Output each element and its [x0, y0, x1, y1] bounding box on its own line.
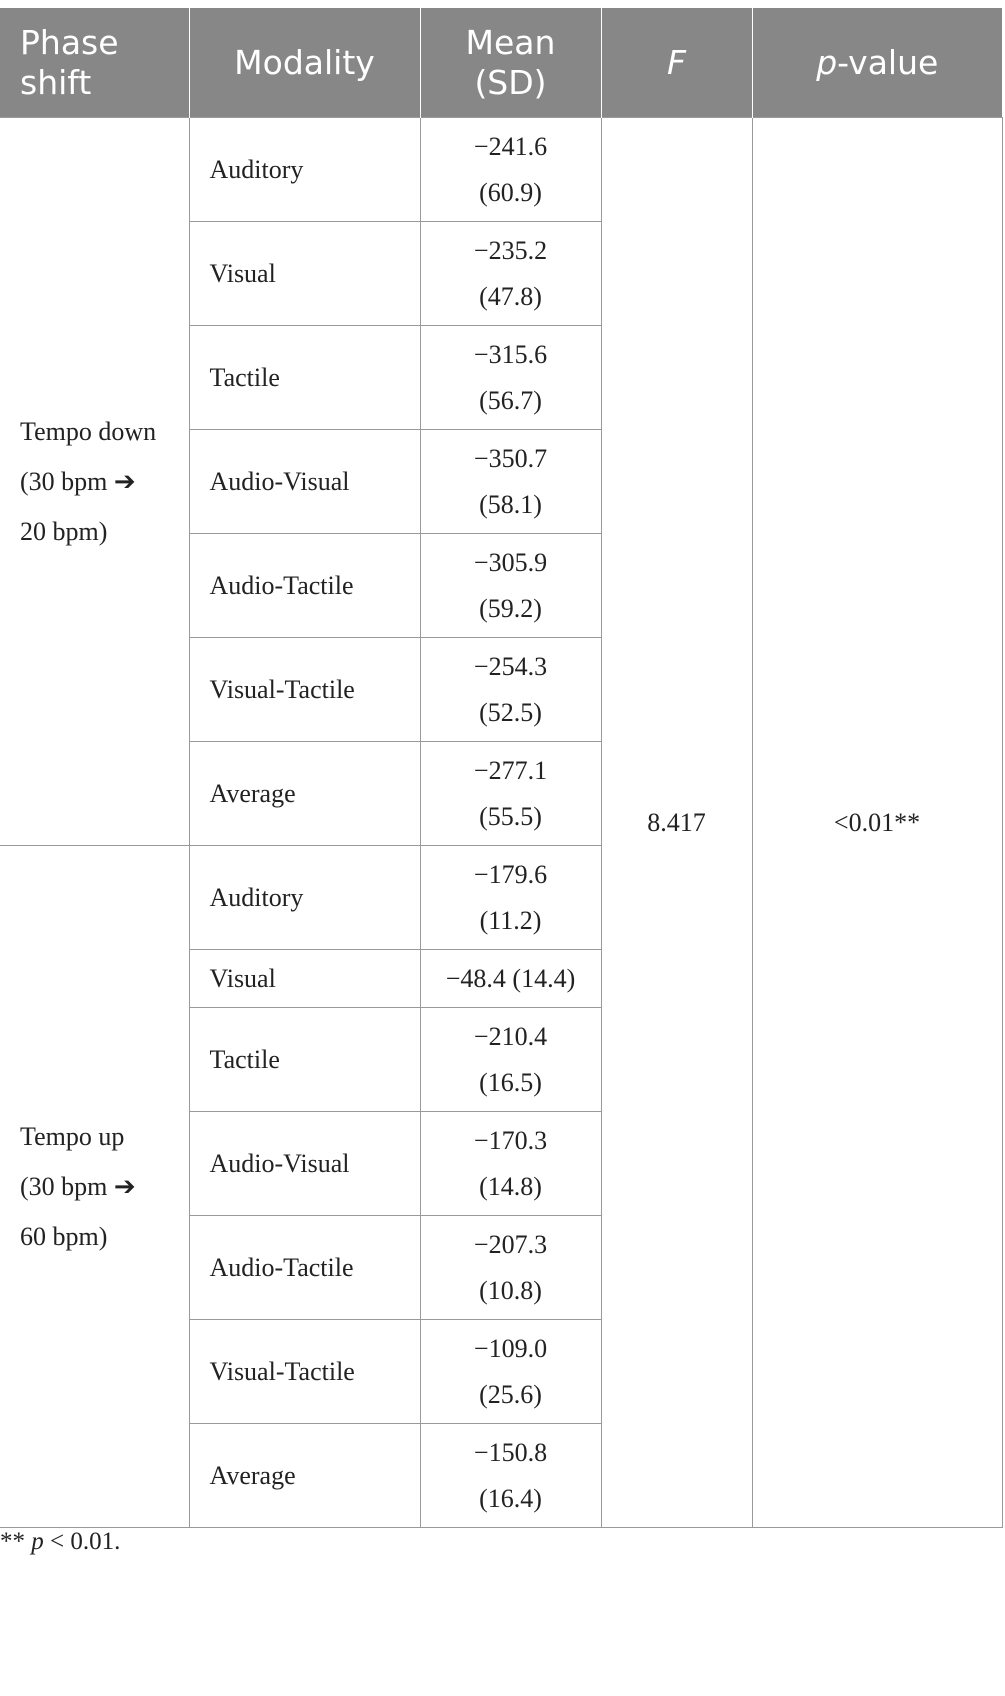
- table-footnote: ** p < 0.01.: [0, 1528, 121, 1555]
- mean-sd-cell: −179.6 (11.2): [420, 846, 601, 950]
- header-phase-shift: Phase shift: [0, 8, 189, 118]
- phase-shift-cell: Tempo down (30 bpm ➔ 20 bpm): [0, 118, 189, 846]
- results-table: [0, 8, 1003, 1528]
- modality-cell: Audio-Visual: [189, 1112, 420, 1216]
- modality-cell: Tactile: [189, 1008, 420, 1112]
- mean-sd-cell: −241.6 (60.9): [420, 118, 601, 222]
- mean-sd-cell: −315.6 (56.7): [420, 326, 601, 430]
- header-modality: Modality: [189, 8, 420, 118]
- header-p-value: p-value: [752, 8, 1002, 118]
- mean-sd-cell: −207.3 (10.8): [420, 1216, 601, 1320]
- mean-sd-cell: −210.4 (16.5): [420, 1008, 601, 1112]
- modality-cell: Visual-Tactile: [189, 1320, 420, 1424]
- modality-cell: Audio-Visual: [189, 430, 420, 534]
- modality-cell: Auditory: [189, 846, 420, 950]
- modality-cell: Visual-Tactile: [189, 638, 420, 742]
- mean-sd-cell: −235.2 (47.8): [420, 222, 601, 326]
- mean-sd-cell: −350.7 (58.1): [420, 430, 601, 534]
- mean-sd-cell: −170.3 (14.8): [420, 1112, 601, 1216]
- mean-sd-cell: −305.9 (59.2): [420, 534, 601, 638]
- p-value-cell: <0.01**: [752, 118, 1002, 1528]
- header-row: [0, 8, 1002, 118]
- modality-cell: Average: [189, 1424, 420, 1528]
- modality-cell: Visual: [189, 950, 420, 1008]
- modality-cell: Average: [189, 742, 420, 846]
- f-value-cell: 8.417: [601, 118, 752, 1528]
- modality-cell: Visual: [189, 222, 420, 326]
- mean-sd-cell: −150.8 (16.4): [420, 1424, 601, 1528]
- mean-sd-cell: −254.3 (52.5): [420, 638, 601, 742]
- mean-sd-cell: −109.0 (25.6): [420, 1320, 601, 1424]
- modality-cell: Auditory: [189, 118, 420, 222]
- header-mean-sd: Mean (SD): [420, 8, 601, 118]
- mean-sd-cell: −277.1 (55.5): [420, 742, 601, 846]
- modality-cell: Tactile: [189, 326, 420, 430]
- modality-cell: Audio-Tactile: [189, 534, 420, 638]
- phase-shift-cell: Tempo up (30 bpm ➔ 60 bpm): [0, 846, 189, 1528]
- modality-cell: Audio-Tactile: [189, 1216, 420, 1320]
- header-f: F: [601, 8, 752, 118]
- table-row: [0, 118, 1002, 222]
- mean-sd-cell: −48.4 (14.4): [420, 950, 601, 1008]
